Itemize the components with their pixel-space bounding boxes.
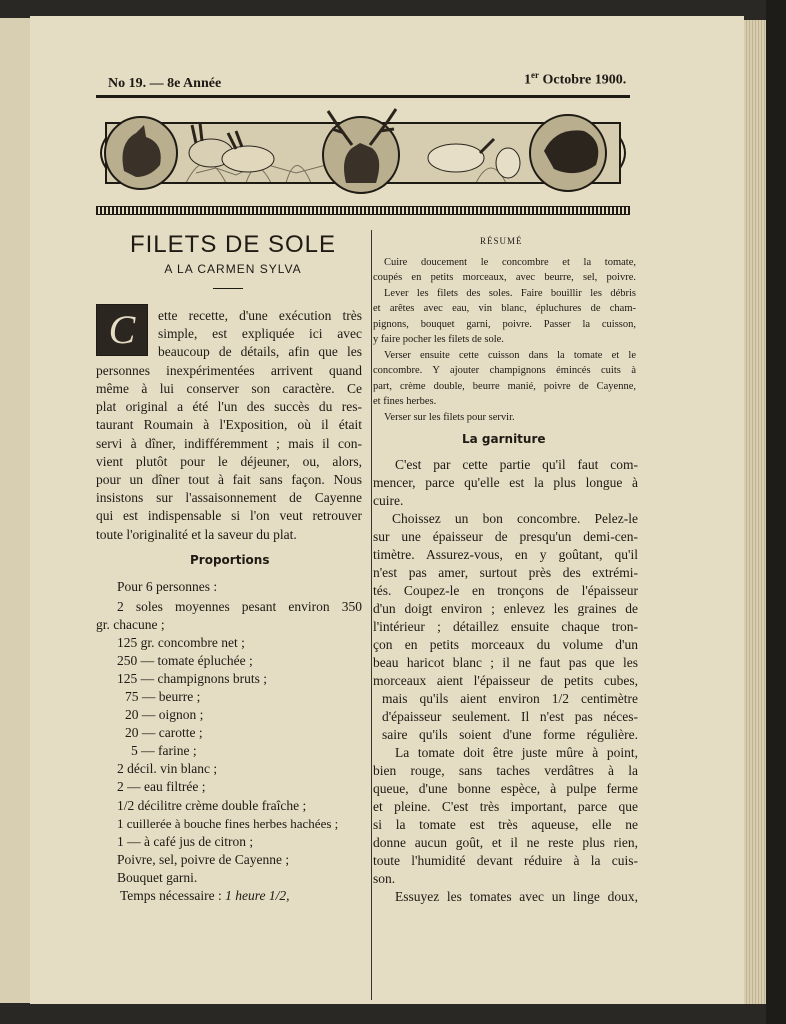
garniture-line: donne aucun goût, et il ne reste plus rien, bbox=[373, 835, 638, 850]
resume-line: Verser ensuite cette cuisson dans la tomate et le bbox=[384, 350, 636, 361]
proportion-line: 125 — champignons bruts ; bbox=[117, 671, 267, 686]
facing-page-edge bbox=[0, 18, 32, 1003]
intro-line: pour un dîner tout à fait sans façon. Nous bbox=[96, 472, 362, 487]
proportion-line: 125 gr. concombre net ; bbox=[117, 635, 245, 650]
background bbox=[766, 0, 786, 1024]
garniture-line: toute l'humidité devant réduire à la cuis- bbox=[373, 853, 638, 868]
garniture-line: d'un doigt environ ; enlevez les graines de bbox=[373, 601, 638, 616]
article-title: FILETS DE SOLE bbox=[129, 231, 337, 258]
garniture-line: saire qu'ils soient d'une forme régulière. bbox=[382, 727, 638, 742]
time-required: Temps nécessaire : 1 heure 1/2, bbox=[120, 888, 290, 903]
garniture-line: timètre. Assurez-vous, en y goûtant, qu'il bbox=[373, 547, 638, 562]
intro-line: personnes inexpérimentées arrivent quand bbox=[96, 363, 362, 378]
garniture-line: d'épaisseur seulement. Il n'est pas néces- bbox=[382, 709, 638, 724]
garniture-line: mencer, parce qu'elle est la plus longue à bbox=[373, 475, 638, 490]
garniture-line: et pleine. C'est très important, parce que bbox=[373, 799, 638, 814]
drop-cap: C bbox=[96, 304, 148, 356]
intro-line: ette recette, d'une exécution très bbox=[158, 308, 362, 323]
proportion-line: 1 — à café jus de citron ; bbox=[117, 834, 254, 849]
garniture-line: tés. Coupez-le en tronçons de l'épaisseur bbox=[373, 583, 638, 598]
resume-line: Lever les filets des soles. Faire bouillir les débris bbox=[384, 288, 636, 299]
proportions-heading: Proportions bbox=[190, 553, 270, 567]
proportion-line: Bouquet garni. bbox=[117, 870, 198, 885]
intro-line: servi à dîner, indifféremment ; mais il con- bbox=[96, 436, 362, 451]
intro-line: insistons sur l'assaisonnement de Cayenne bbox=[96, 490, 362, 505]
hound-figure bbox=[428, 144, 484, 172]
proportion-line: 1 cuillerée à bouche fines herbes hachées ; bbox=[117, 816, 339, 831]
resume-line: y faire pocher les filets de sole. bbox=[373, 334, 504, 345]
resume-line: pignons, bouquet garni, poivre. Passer la cuisson, bbox=[373, 319, 636, 330]
proportion-line: 5 — farine ; bbox=[131, 743, 197, 758]
proportion-line: 1/2 décilitre crème double fraîche ; bbox=[117, 798, 307, 813]
intro-line: simple, est expliquée ici avec bbox=[158, 326, 362, 341]
proportion-line: 20 — oignon ; bbox=[125, 707, 204, 722]
header-rule bbox=[96, 95, 630, 98]
intro-line: plat original a été l'un des succès du res- bbox=[96, 399, 362, 414]
garniture-line: l'intérieur ; détaillez ensuite chaque tron- bbox=[373, 619, 638, 634]
intro-line: taurant Roumain à l'Exposition, où il était bbox=[96, 417, 362, 432]
garniture-line: mais qu'ils aient environ 1/2 centimètre bbox=[382, 691, 638, 706]
resume-line: et arêtes avec eau, vin blanc, épluchures de cham- bbox=[373, 303, 636, 314]
resume-line: Verser sur les filets pour servir. bbox=[384, 412, 515, 423]
garniture-line: Choissez un bon concombre. Pelez-le bbox=[392, 511, 638, 526]
resume-heading: RÉSUMÉ bbox=[480, 236, 523, 246]
garniture-line: son. bbox=[373, 871, 396, 886]
issue-number: No 19. — 8e Année bbox=[108, 76, 222, 91]
garniture-line: bien rouge, sans taches verdâtres à la bbox=[373, 763, 638, 778]
intro-line: toute l'originalité et la saveur du plat. bbox=[96, 527, 297, 542]
intro-line: même à lui conserver son caractère. Ce bbox=[96, 381, 362, 396]
issue-date: 1er Octobre 1900. bbox=[524, 70, 627, 88]
garniture-line: n'est pas amer, surtout près des extrémi- bbox=[373, 565, 638, 580]
column-divider bbox=[371, 230, 372, 1000]
proportion-line: Pour 6 personnes : bbox=[117, 579, 218, 594]
garniture-line: queue, d'une bonne espèce, à pulpe ferme bbox=[373, 781, 638, 796]
ornamental-rule bbox=[96, 206, 630, 215]
garniture-line: C'est par cette partie qu'il faut com- bbox=[395, 457, 638, 472]
garniture-line: cuire. bbox=[373, 493, 404, 508]
proportion-line: 20 — carotte ; bbox=[125, 725, 203, 740]
resume-line: part, crème double, beurre manié, poivre de Cayenne, bbox=[373, 381, 636, 392]
title-rule bbox=[213, 288, 243, 289]
proportion-line: 2 — eau filtrée ; bbox=[117, 779, 206, 794]
garniture-heading: La garniture bbox=[462, 432, 546, 446]
bird-figure bbox=[496, 148, 520, 178]
resume-line: concombre. Y ajouter champignons émincés cuits à bbox=[373, 365, 636, 376]
garniture-line: sur une épaisseur de presqu'un demi-cen- bbox=[373, 529, 638, 544]
garniture-line: Essuyez les tomates avec un linge doux, bbox=[395, 889, 638, 904]
proportion-line: 2 décil. vin blanc ; bbox=[117, 761, 218, 776]
proportion-line: 75 — beurre ; bbox=[125, 689, 201, 704]
intro-line: vient plutôt pour le déjeuner, ou, alors, bbox=[96, 454, 362, 469]
proportion-line: gr. chacune ; bbox=[96, 617, 165, 632]
garniture-line: morceaux aient l'épaisseur de petits cubes, bbox=[373, 673, 638, 688]
resume-line: et fines herbes. bbox=[373, 396, 437, 407]
intro-line: qui est indispensable si l'on veut retrouver bbox=[96, 508, 362, 523]
hunting-game-banner-icon bbox=[96, 103, 630, 203]
article-subtitle: A LA CARMEN SYLVA bbox=[164, 262, 302, 276]
garniture-line: beau haricot blanc ; il ne faut pas que les bbox=[373, 655, 638, 670]
proportion-line: 2 soles moyennes pesant environ 350 bbox=[117, 599, 362, 614]
garniture-line: si la tomate est très aqueuse, elle ne bbox=[373, 817, 638, 832]
resume-line: Cuire doucement le concombre et la tomate, bbox=[384, 257, 636, 268]
garniture-line: La tomate doit être juste mûre à point, bbox=[395, 745, 638, 760]
intro-line: beaucoup de détails, afin que les bbox=[158, 344, 362, 359]
proportion-line: 250 — tomate épluchée ; bbox=[117, 653, 253, 668]
page-stack-edge bbox=[744, 20, 766, 1004]
proportion-line: Poivre, sel, poivre de Cayenne ; bbox=[117, 852, 290, 867]
resume-line: coupés en petits morceaux, avec beurre, sel, poivre. bbox=[373, 272, 636, 283]
garniture-line: çon en petits morceaux du volume d'un bbox=[373, 637, 638, 652]
